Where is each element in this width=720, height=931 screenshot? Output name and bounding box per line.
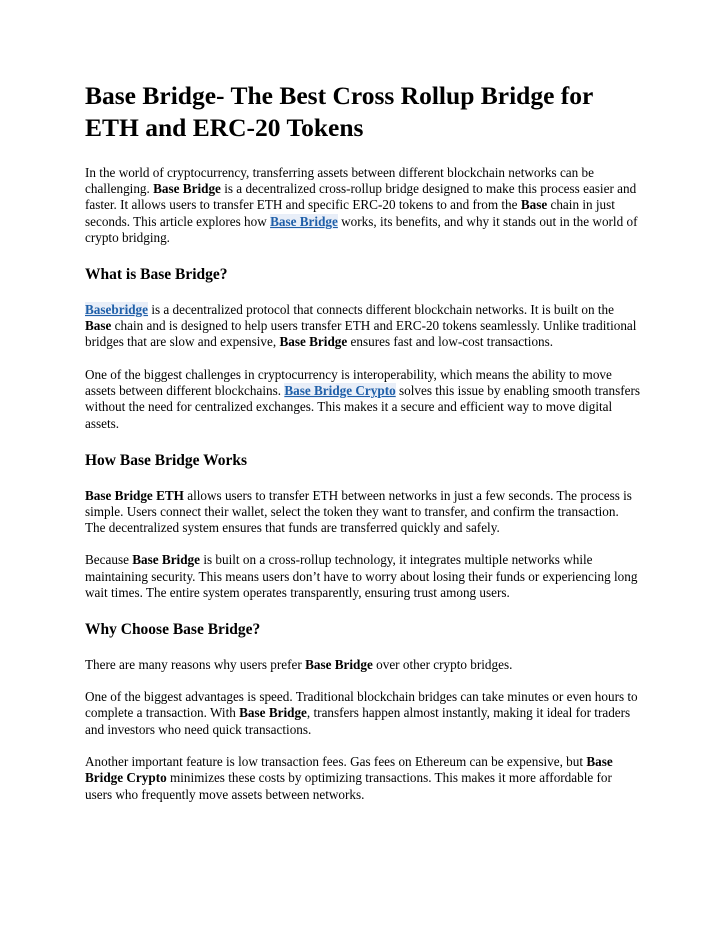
page-title: Base Bridge- The Best Cross Rollup Bridge for ETH and ERC-20 Tokens — [85, 81, 593, 142]
basebridge-link[interactable]: Basebridge — [85, 301, 149, 317]
what-is-text-2: chain and is designed to help users transfer ETH and ERC-20 tokens seamlessly. Unlike traditional bridges that are slow and expensive, — [85, 318, 637, 350]
how-p2-text-1: Because — [85, 552, 133, 568]
intro-text-2: is a decentralized cross-rollup bridge designed to make this process easier and faster. It allows users to transfer ETH and specific ERC-20 tokens to and from the — [85, 181, 637, 213]
intro-bold-1: Base Bridge — [153, 181, 221, 197]
what-is-paragraph-2 — [85, 367, 640, 432]
base-bridge-crypto-link[interactable]: Base Bridge Crypto — [284, 383, 396, 399]
intro-text-1: In the world of cryptocurrency, transferring assets between different blockchain networks can be challenging. — [85, 164, 594, 197]
how-bold-1: Base Bridge ETH — [85, 487, 184, 503]
base-bridge-link[interactable]: Base Bridge — [270, 213, 338, 229]
why-p2-bold-1: Base Bridge — [239, 705, 307, 721]
what-is-bold-1: Base — [85, 318, 112, 334]
why-paragraph-1 — [85, 657, 640, 673]
why-paragraph-2 — [85, 689, 640, 738]
how-p2-text-2: is built on a cross-rollup technology, it integrates multiple networks while maintaining security. This means users don’t have to worry about losing their funds or experiencing long wait times. The entire system operates transparently, ensuring trust among users. — [85, 552, 638, 600]
why-text-1: There are many reasons why users prefer — [85, 656, 306, 672]
how-p2-bold-1: Base Bridge — [132, 552, 201, 568]
why-p2-text-1: One of the biggest advantages is speed. Traditional blockchain bridges can take minutes or even hours to complete a transaction. With — [85, 689, 638, 721]
why-p3-bold-1: Base Bridge Crypto — [85, 754, 613, 786]
why-paragraph-3 — [85, 754, 640, 803]
what-is-p2-text-2: solves this issue by enabling smooth transfers without the need for centralized exchanges. This makes it a secure and efficient way to move digital assets. — [85, 383, 641, 431]
how-it-works-paragraph-2 — [85, 552, 640, 601]
intro-paragraph — [85, 165, 640, 246]
why-p3-text-1: Another important feature is low transaction fees. Gas fees on Ethereum can be expensive, but — [85, 754, 587, 770]
why-text-2: over other crypto bridges. — [372, 656, 513, 672]
what-is-p2-text-1: One of the biggest challenges in cryptocurrency is interoperability, which means the ability to move assets between different blockchains. — [85, 366, 612, 399]
intro-text-3: chain in just seconds. This article explores how — [85, 197, 615, 229]
what-is-text-3: ensures fast and low-cost transactions. — [347, 334, 554, 350]
section-heading-how-it-works: How Base Bridge Works — [85, 451, 248, 469]
section-heading-why-choose: Why Choose Base Bridge? — [85, 621, 261, 639]
what-is-paragraph-1 — [85, 302, 640, 351]
intro-bold-2: Base — [520, 197, 548, 213]
how-it-works-paragraph-1 — [85, 488, 640, 537]
what-is-text-1: is a decentralized protocol that connects different blockchain networks. It is built on the — [148, 301, 614, 317]
intro-text-4: works, its benefits, and why it stands out in the world of crypto bridging. — [85, 213, 638, 245]
why-p3-text-2: minimizes these costs by optimizing transactions. This makes it more affordable for users who frequently move assets between networks. — [85, 770, 612, 802]
section-heading-what-is: What is Base Bridge? — [85, 266, 228, 284]
why-p2-text-2: , transfers happen almost instantly, making it ideal for traders and investors who need quick transactions. — [85, 705, 631, 737]
why-bold-1: Base Bridge — [305, 656, 373, 672]
what-is-bold-2: Base Bridge — [279, 334, 348, 350]
how-text-1: allows users to transfer ETH between networks in just a few seconds. The process is simple. Users connect their wallet, select the token they want to transfer, and confirm the transaction. The decentralized system ensures that funds are transferred quickly and safely. — [85, 487, 632, 536]
